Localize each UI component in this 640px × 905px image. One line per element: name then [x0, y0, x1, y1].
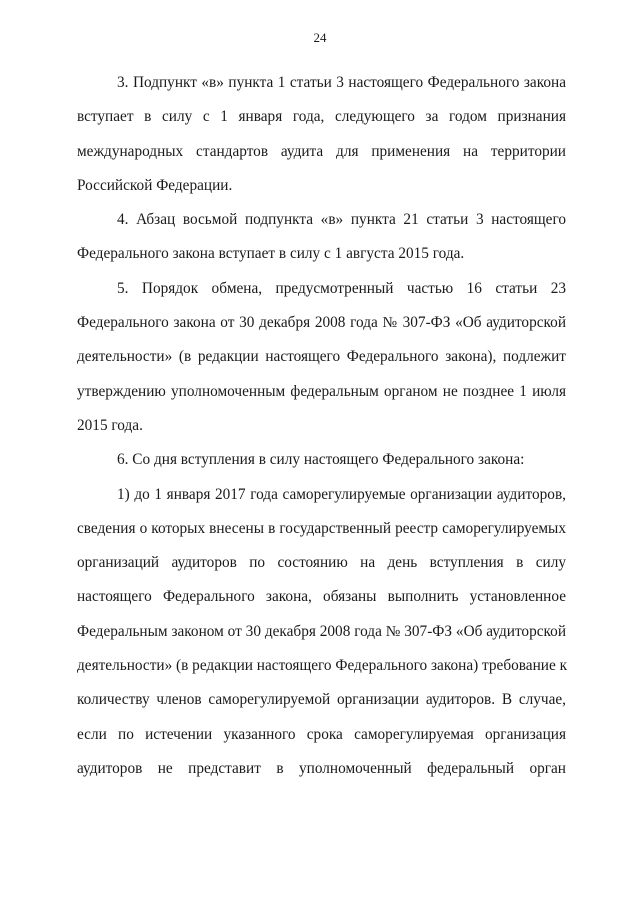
text-line: 2015 года. [77, 416, 143, 434]
paragraph-6 [77, 443, 566, 477]
text-line: международных стандартов аудита для применения на территории [77, 142, 566, 160]
text-line: деятельности» (в редакции настоящего Федерального закона) требование к [77, 657, 568, 675]
text-line: 4. Абзац восьмой подпункта «в» пункта 21 статьи 3 настоящего [117, 211, 566, 229]
paragraph-6-item-1 [77, 478, 566, 787]
text-line: вступает в силу с 1 января года, следующего за годом признания [77, 108, 566, 126]
page-number: 24 [313, 30, 327, 45]
text-line: количеству членов саморегулируемой организации аудиторов. В случае, [77, 691, 566, 709]
text-line: сведения о которых внесены в государственный реестр саморегулируемых [77, 519, 566, 537]
text-line: настоящего Федерального закона, обязаны выполнить установленное [77, 588, 566, 606]
text-line: 3. Подпункт «в» пункта 1 статьи 3 настоящего Федерального закона [117, 74, 566, 91]
text-line: утверждению уполномоченным федеральным органом не позднее 1 июля [77, 382, 566, 400]
text-line: организаций аудиторов по состоянию на день вступления в силу [77, 554, 566, 572]
document-body [77, 66, 566, 786]
text-line: 1) до 1 января 2017 года саморегулируемые организации аудиторов, [117, 485, 566, 503]
paragraph-3 [77, 66, 566, 203]
paragraph-5 [77, 272, 566, 443]
paragraph-4 [77, 203, 566, 272]
text-line: аудиторов не представит в уполномоченный федеральный орган [77, 759, 566, 777]
text-line: Федерального закона от 30 декабря 2008 года № 307-ФЗ «Об аудиторской [77, 314, 566, 332]
text-line: если по истечении указанного срока саморегулируемая организация [77, 725, 566, 743]
text-line: 5. Порядок обмена, предусмотренный частью 16 статьи 23 [117, 279, 566, 297]
text-line: Федеральным законом от 30 декабря 2008 года № 307-ФЗ «Об аудиторской [77, 622, 566, 640]
text-line: деятельности» (в редакции настоящего Федерального закона), подлежит [77, 348, 566, 366]
text-line: 6. Со дня вступления в силу настоящего Федерального закона: [117, 451, 525, 469]
text-line: Федерального закона вступает в силу с 1 августа 2015 года. [77, 245, 465, 263]
text-line: Российской Федерации. [77, 176, 233, 194]
